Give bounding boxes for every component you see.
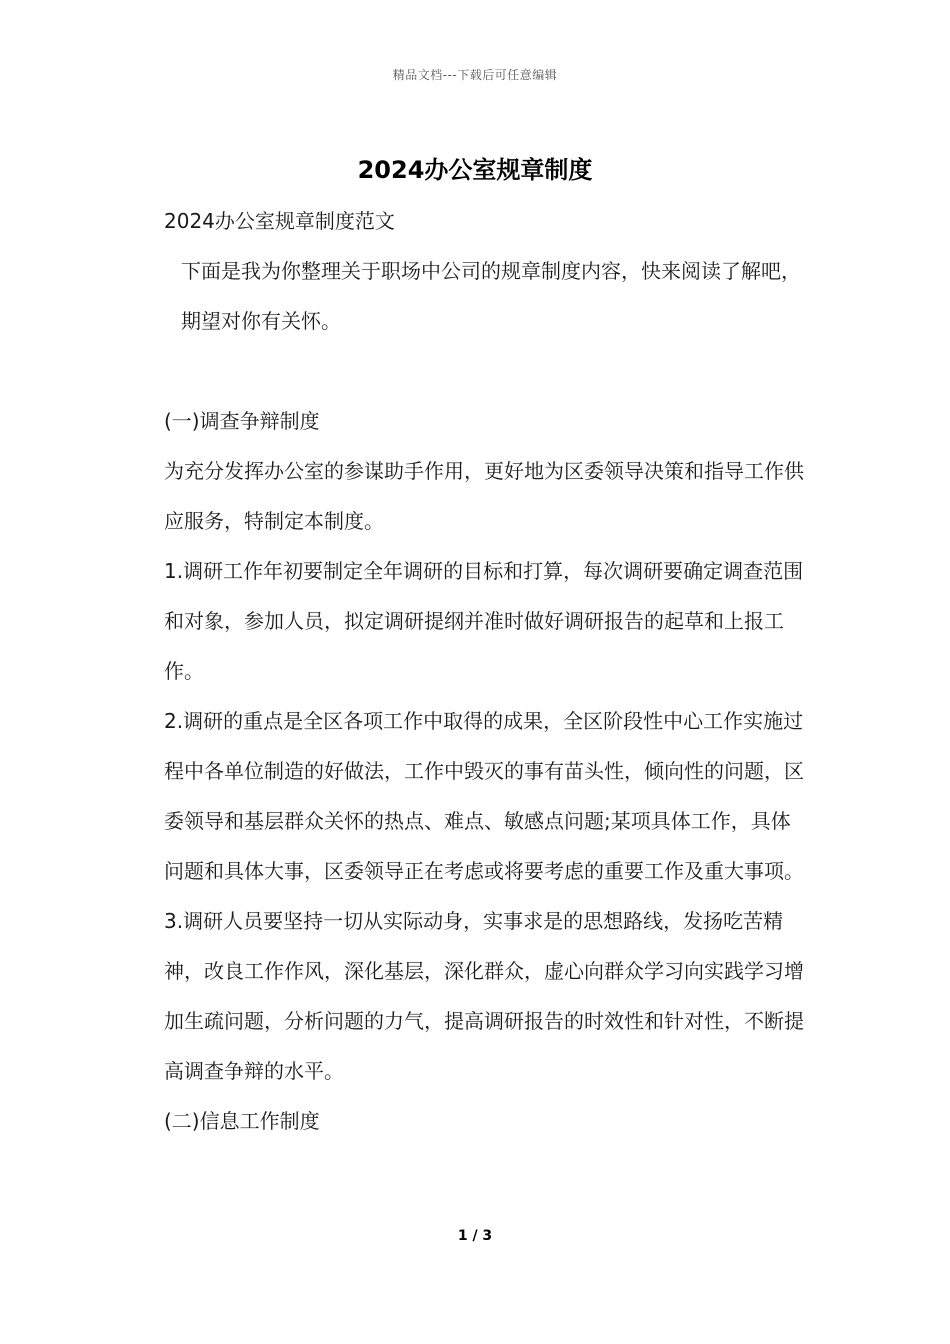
paragraph-spacer [145, 346, 810, 396]
page-number: 1 / 3 [457, 1228, 493, 1244]
header-note: 精品文档---下载后可任意编辑 [392, 68, 558, 82]
document-subtitle: 2024办公室规章制度范文 [164, 209, 395, 233]
list-item-2: 2.调研的重点是全区各项工作中取得的成果，全区阶段性中心工作实施过程中各单位制造的好做法，工作中毁灭的事有苗头性，倾向性的问题，区委领导和基层群众关怀的热点、难点、敏感点问题;某项具体工作，具体问题和具体大事，区委领导正在考虑或将要考虑的重要工作及重大事项。 [164, 709, 804, 883]
list-item-3: 3.调研人员要坚持一切从实际动身，实事求是的思想路线，发扬吃苦精神，改良工作作风，深化基层，深化群众，虚心向群众学习向实践学习增加生疏问题，分析问题的力气，提高调研报告的时效性和针对性，不断提高调查争辩的水平。 [164, 909, 804, 1083]
section-1-intro: 为充分发挥办公室的参谋助手作用，更好地为区委领导决策和指导工作供应服务，特制定本制度。 [164, 459, 804, 533]
list-item-1: 1.调研工作年初要制定全年调研的目标和打算，每次调研要确定调查范围和对象，参加人员，拟定调研提纲并准时做好调研报告的起草和上报工作。 [164, 559, 804, 683]
section-heading-2: (二)信息工作制度 [164, 1109, 320, 1133]
document-title: 2024办公室规章制度 [357, 156, 593, 184]
document-body [145, 196, 810, 1146]
intro-paragraph: 下面是我为你整理关于职场中公司的规章制度内容，快来阅读了解吧，期望对你有关怀。 [181, 259, 801, 333]
section-heading-1: (一)调查争辩制度 [164, 409, 320, 433]
